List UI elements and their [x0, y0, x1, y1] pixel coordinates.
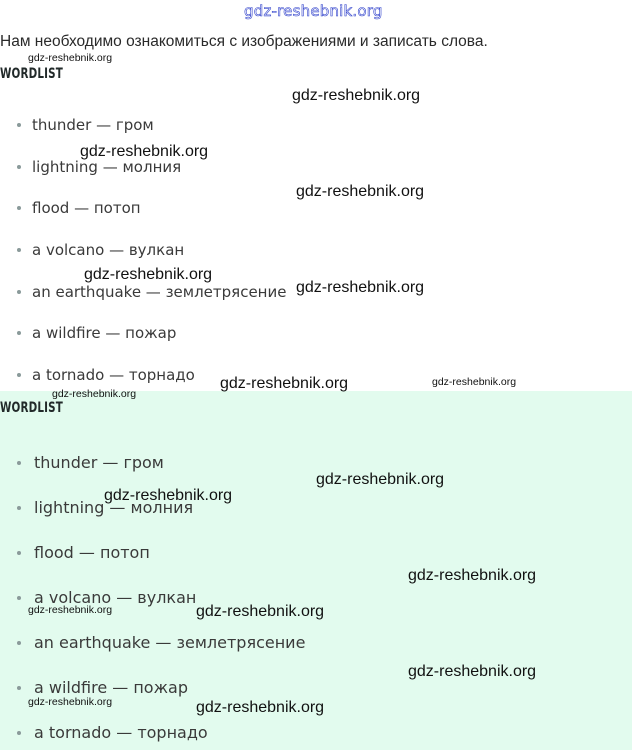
wordlist-heading-bottom: WORDLIST: [0, 400, 63, 416]
list-item: thunder — гром: [0, 453, 164, 472]
watermark: gdz-reshebnik.org: [28, 696, 113, 708]
list-item: lightning — молния: [0, 498, 193, 517]
bullet-icon: [17, 165, 21, 169]
bullet-icon: [17, 551, 21, 555]
bullet-icon: [17, 290, 21, 294]
watermark: gdz-reshebnik.org: [104, 487, 233, 504]
watermark: gdz-reshebnik.org: [296, 183, 425, 200]
watermark: gdz-reshebnik.org: [196, 699, 325, 716]
bullet-icon: [17, 373, 21, 377]
list-item: a volcano — вулкан: [0, 588, 196, 607]
list-item: a tornado — торнадо: [0, 366, 195, 384]
bullet-icon: [17, 731, 21, 735]
bullet-icon: [17, 331, 21, 335]
bullet-icon: [17, 461, 21, 465]
intro-text: Нам необходимо ознакомиться с изображениями и записать слова.: [0, 33, 488, 50]
list-item: a wildfire — пожар: [0, 324, 176, 342]
watermark: gdz-reshebnik.org: [432, 376, 517, 388]
watermark: gdz-reshebnik.org: [316, 471, 445, 488]
list-item: an earthquake — землетрясение: [0, 283, 286, 301]
list-item: thunder — гром: [0, 116, 154, 134]
watermark: gdz-reshebnik.org: [408, 567, 537, 584]
watermark: gdz-reshebnik.org: [220, 375, 349, 392]
bullet-icon: [17, 686, 21, 690]
list-item: an earthquake — землетрясение: [0, 633, 305, 652]
watermark: gdz-reshebnik.org: [84, 266, 213, 283]
list-item: flood — потоп: [0, 199, 141, 217]
watermark: gdz-reshebnik.org: [408, 663, 537, 680]
watermark: gdz-reshebnik.org: [296, 279, 425, 296]
bullet-icon: [17, 248, 21, 252]
bullet-icon: [17, 123, 21, 127]
list-item: a tornado — торнадо: [0, 723, 208, 742]
list-item: lightning — молния: [0, 158, 181, 176]
wordlist-heading-top: WORDLIST: [0, 66, 63, 82]
bullet-icon: [17, 641, 21, 645]
watermark: gdz-reshebnik.org: [292, 87, 421, 104]
watermark: gdz-reshebnik.org: [28, 52, 113, 64]
watermark: gdz-reshebnik.org: [52, 388, 137, 400]
watermark: gdz-reshebnik.org: [80, 143, 209, 160]
bullet-icon: [17, 506, 21, 510]
list-item: a wildfire — пожар: [0, 678, 188, 697]
list-item: a volcano — вулкан: [0, 241, 184, 259]
watermark: gdz-reshebnik.org: [28, 604, 113, 616]
site-header-link[interactable]: gdz-reshebnik.org: [244, 2, 383, 20]
bullet-icon: [17, 206, 21, 210]
watermark: gdz-reshebnik.org: [196, 603, 325, 620]
bullet-icon: [17, 596, 21, 600]
list-item: flood — потоп: [0, 543, 150, 562]
